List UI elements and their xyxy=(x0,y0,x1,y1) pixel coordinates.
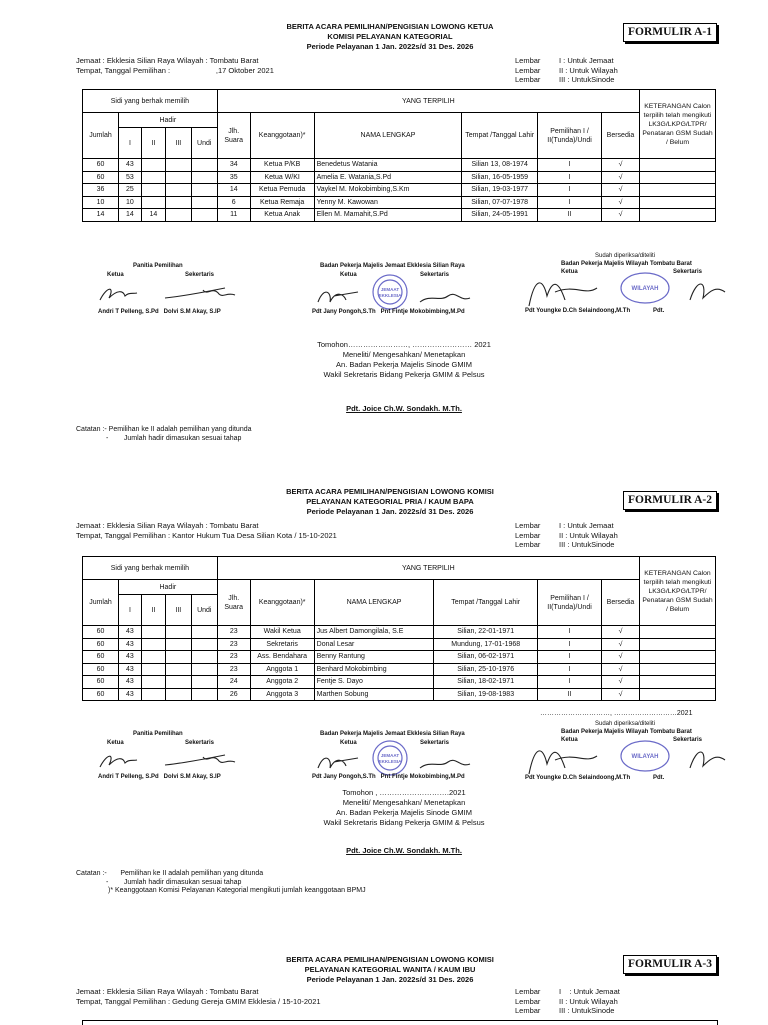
table-row xyxy=(83,638,716,651)
table-cell: √ xyxy=(602,626,640,639)
form-a2-right-date: …………………………, ………………………2021 xyxy=(540,710,693,717)
table-cell: Vaykel M. Mokobimbing,S.Km xyxy=(314,184,462,197)
form-a2-period: Periode Pelayanan 1 Jan. 2022s/d 31 Des. 2026 xyxy=(306,507,474,516)
form-a1-meta xyxy=(76,56,274,75)
table-cell: Ass. Bendahara xyxy=(250,651,314,664)
table-cell: I xyxy=(538,159,602,172)
form-a2-tomohon-date: Tomohon , ……………………….2021 xyxy=(342,788,466,797)
header-pemilihan: Pemilihan I / II(Tunda)/Undi xyxy=(538,580,602,626)
table-cell: √ xyxy=(602,651,640,664)
table-cell: Silian, 18-02-1971 xyxy=(434,676,538,689)
table-cell: 26 xyxy=(217,688,250,701)
lembar-value: I : Untuk Jemaat xyxy=(559,56,614,65)
table-cell: Silian, 25-10-1976 xyxy=(434,663,538,676)
panitia-sekretaris-label: Sekertaris xyxy=(185,272,215,278)
table-cell xyxy=(165,171,191,184)
table-cell xyxy=(141,184,165,197)
table-cell xyxy=(141,688,165,701)
table-cell xyxy=(639,663,715,676)
header-sidi: Sidi yang berhak memilih xyxy=(83,90,218,113)
header-ii: II xyxy=(141,128,165,159)
bpmw-ketua-label: Ketua xyxy=(561,269,578,275)
table-cell: 43 xyxy=(118,159,141,172)
table-cell xyxy=(639,159,715,172)
table-cell xyxy=(191,651,217,664)
bpmw-sekretaris-label: Sekertaris xyxy=(673,269,703,275)
form-a2-meta xyxy=(76,521,337,540)
table-cell xyxy=(191,171,217,184)
panitia-names: Andri T Pelleng, S.Pd Dolvi S.M Akay, S.IP xyxy=(98,774,221,780)
table-row xyxy=(83,196,716,209)
header-yang-terpilih: YANG TERPILIH xyxy=(217,557,639,580)
table-cell: II xyxy=(538,209,602,222)
header-keanggotaan: Keanggotaan)* xyxy=(250,580,314,626)
table-cell: √ xyxy=(602,663,640,676)
table-cell: Wakil Ketua xyxy=(250,626,314,639)
lembar-value: I : Untuk Jemaat xyxy=(559,987,620,996)
lembar-label: Lembar xyxy=(515,540,541,549)
table-cell: √ xyxy=(602,209,640,222)
header-jlh-suara: Jlh. Suara xyxy=(217,113,250,159)
form-a1-notes xyxy=(76,426,252,443)
header-ii: II xyxy=(141,595,165,626)
table-cell: Donal Lesar xyxy=(314,638,434,651)
table-cell: Amelia E. Watania,S.Pd xyxy=(314,171,462,184)
form-a1-title: BERITA ACARA PEMILIHAN/PENGISIAN LOWONG KETUA xyxy=(286,22,494,31)
sinode-line1: Meneliti/ Mengesahkan/ Menetapkan xyxy=(342,350,466,359)
bpmj-ketua-label: Ketua xyxy=(340,740,357,746)
table-cell xyxy=(639,676,715,689)
form-a1-table xyxy=(82,89,716,222)
table-cell: 60 xyxy=(83,676,119,689)
table-row xyxy=(83,651,716,664)
form-a2-sinode-block xyxy=(234,788,574,856)
header-nama: NAMA LENGKAP xyxy=(314,580,434,626)
table-cell xyxy=(639,638,715,651)
table-cell xyxy=(191,159,217,172)
table-cell: Anggota 1 xyxy=(250,663,314,676)
table-cell xyxy=(639,626,715,639)
table-cell: 43 xyxy=(118,688,141,701)
table-row xyxy=(83,159,716,172)
form-a2-badge: FORMULIR A-2 xyxy=(623,491,717,510)
panitia-names: Andri T Pelleng, S.Pd Dolvi S.M Akay, S.IP xyxy=(98,309,221,315)
form-a2-subtitle: PELAYANAN KATEGORIAL PRIA / KAUM BAPA xyxy=(306,497,474,506)
form-a2-header xyxy=(250,487,530,517)
lembar-label: Lembar xyxy=(515,1006,541,1015)
table-cell: Benhard Mokobimbing xyxy=(314,663,434,676)
form-a3-title: BERITA ACARA PEMILIHAN/PENGISIAN LOWONG KOMISI xyxy=(286,955,494,964)
table-cell: Jus Albert Damongilala, S.E xyxy=(314,626,434,639)
table-cell: 43 xyxy=(118,676,141,689)
header-undi: Undi xyxy=(191,595,217,626)
table-cell xyxy=(165,626,191,639)
bpmw-pdt: Pdt. xyxy=(653,308,665,314)
form-a3-badge: FORMULIR A-3 xyxy=(623,955,717,974)
lembar-value: II : Untuk Wilayah xyxy=(559,65,618,75)
table-cell: I xyxy=(538,626,602,639)
note-line: )* Keanggotaan Komisi Pelayanan Kategorial mengikuti jumlah keanggotaan BPMJ xyxy=(108,887,366,894)
note-line: - Jumlah hadir dimasukan sesuai tahap xyxy=(106,434,242,442)
table-cell xyxy=(141,638,165,651)
table-row xyxy=(83,676,716,689)
form-a1-bpmw-signatures xyxy=(525,252,745,320)
header-iii: III xyxy=(165,595,191,626)
sinode-name: Pdt. Joice Ch.W. Sondakh. M.Th. xyxy=(346,846,462,855)
table-cell: I xyxy=(538,171,602,184)
table-cell: 14 xyxy=(217,184,250,197)
form-a2-bpmj-signatures xyxy=(310,730,510,790)
table-row xyxy=(83,184,716,197)
form-a2-lembar xyxy=(515,521,618,550)
svg-text:EKKLESIA: EKKLESIA xyxy=(378,759,402,764)
bpmw-signature-stamp xyxy=(525,266,745,310)
panitia-signature-image xyxy=(95,747,255,773)
table-cell: 25 xyxy=(118,184,141,197)
header-i: I xyxy=(118,128,141,159)
svg-text:WILAYAH: WILAYAH xyxy=(631,286,659,292)
table-cell xyxy=(191,209,217,222)
bpmw-sekretaris-label: Sekertaris xyxy=(673,737,703,743)
table-row xyxy=(83,171,716,184)
table-cell xyxy=(165,638,191,651)
table-cell: 60 xyxy=(83,688,119,701)
form-a2-panitia-signatures xyxy=(85,730,285,790)
table-cell xyxy=(165,159,191,172)
header-hadir: Hadir xyxy=(118,580,217,595)
lembar-label: Lembar xyxy=(515,521,541,530)
table-cell: Sekretaris xyxy=(250,638,314,651)
table-cell: I xyxy=(538,184,602,197)
sinode-line2: An. Badan Pekerja Majelis Sinode GMIM xyxy=(336,360,472,369)
lembar-label: Lembar xyxy=(515,530,541,540)
table-cell xyxy=(165,209,191,222)
table-cell: I xyxy=(538,676,602,689)
form-a1-period: Periode Pelayanan 1 Jan. 2022s/d 31 Des. 2026 xyxy=(306,42,474,51)
header-sidi: Sidi yang berhak memilih xyxy=(83,557,218,580)
table-cell: 35 xyxy=(217,171,250,184)
sinode-line1: Meneliti/ Mengesahkan/ Menetapkan xyxy=(342,798,466,807)
table-cell: 23 xyxy=(217,638,250,651)
table-cell: Benedetus Watania xyxy=(314,159,462,172)
header-yang-terpilih: YANG TERPILIH xyxy=(217,90,639,113)
lembar-value: II : Untuk Wilayah xyxy=(559,530,618,540)
table-cell xyxy=(141,171,165,184)
table-cell: Anggota 2 xyxy=(250,676,314,689)
table-cell: Ketua P/KB xyxy=(250,159,314,172)
header-jumlah: Jumlah xyxy=(83,580,119,626)
table-cell: Ketua Remaja xyxy=(250,196,314,209)
form-a2-jemaat: Jemaat : Ekklesia Silian Raya Wilayah : Tombatu Barat xyxy=(76,521,259,530)
table-cell: 10 xyxy=(83,196,119,209)
table-cell: I xyxy=(538,651,602,664)
svg-text:JEMAAT: JEMAAT xyxy=(380,287,400,292)
bpmw-pdt: Pdt. xyxy=(653,775,665,781)
bpmj-ketua-label: Ketua xyxy=(340,272,357,278)
header-pemilihan: Pemilihan I / II(Tunda)/Undi xyxy=(538,113,602,159)
form-a1-tempat: Tempat, Tanggal Pemilihan : ,17 Oktober 2021 xyxy=(76,65,274,75)
form-a1-sinode-block xyxy=(234,340,574,414)
table-cell: √ xyxy=(602,171,640,184)
bpmj-sekretaris-label: Sekertaris xyxy=(420,740,450,746)
form-a1-panitia-signatures xyxy=(85,262,285,322)
table-cell: √ xyxy=(602,688,640,701)
form-a3-meta xyxy=(76,987,321,1006)
table-cell xyxy=(191,676,217,689)
bpmj-names: Pdt Jany Pongoh,S.Th Pnt Fintje Mokobimbing,M.Pd xyxy=(312,774,465,780)
bpmw-label: Badan Pekerja Majelis Wilayah Tombatu Barat xyxy=(561,729,692,735)
table-cell: Silian, 19-03-1977 xyxy=(462,184,538,197)
table-cell: II xyxy=(538,688,602,701)
table-cell: Fentje S. Dayo xyxy=(314,676,434,689)
form-a1-jemaat: Jemaat : Ekklesia Silian Raya Wilayah : Tombatu Barat xyxy=(76,56,259,65)
table-cell: √ xyxy=(602,196,640,209)
header-i: I xyxy=(118,595,141,626)
table-cell: Silian, 16-05-1959 xyxy=(462,171,538,184)
form-a1-lembar xyxy=(515,56,618,85)
form-a3-header xyxy=(250,955,530,985)
table-cell: 34 xyxy=(217,159,250,172)
form-a3-lembar xyxy=(515,987,620,1016)
form-a3-table-top xyxy=(82,1020,718,1025)
bpmj-signature-stamp xyxy=(310,272,490,310)
table-cell: Ketua W/KI xyxy=(250,171,314,184)
table-cell: 11 xyxy=(217,209,250,222)
bpmw-label: Badan Pekerja Majelis Wilayah Tombatu Barat xyxy=(561,261,692,267)
header-jlh-suara: Jlh. Suara xyxy=(217,580,250,626)
header-bersedia: Bersedia xyxy=(602,580,640,626)
table-cell xyxy=(141,651,165,664)
sinode-line3: Wakil Sekretaris Bidang Pekerja GMIM & Pelsus xyxy=(323,370,485,379)
form-a3-period: Periode Pelayanan 1 Jan. 2022s/d 31 Des. 2026 xyxy=(306,975,474,984)
form-a2-tempat: Tempat, Tanggal Pemilihan : Kantor Hukum Tua Desa Silian Kota / 15-10-2021 xyxy=(76,530,337,540)
panitia-ketua-label: Ketua xyxy=(107,740,124,746)
bpmj-sekretaris-label: Sekertaris xyxy=(420,272,450,278)
table-cell: 43 xyxy=(118,638,141,651)
table-cell: Silian, 07-07-1978 xyxy=(462,196,538,209)
table-cell: 60 xyxy=(83,638,119,651)
table-cell xyxy=(639,688,715,701)
form-a1-bpmj-signatures xyxy=(310,262,510,322)
table-cell: 23 xyxy=(217,663,250,676)
table-cell xyxy=(191,626,217,639)
table-row xyxy=(83,663,716,676)
table-cell: 14 xyxy=(141,209,165,222)
table-cell: 43 xyxy=(118,651,141,664)
table-cell xyxy=(165,688,191,701)
table-cell: √ xyxy=(602,159,640,172)
lembar-value: II : Untuk Wilayah xyxy=(559,996,618,1006)
panitia-label: Panitia Pemilihan xyxy=(133,263,183,269)
table-cell xyxy=(141,663,165,676)
table-cell: √ xyxy=(602,638,640,651)
lembar-value: III : UntukSinode xyxy=(559,540,615,549)
table-cell xyxy=(165,651,191,664)
bpmw-signature-stamp xyxy=(525,734,745,778)
header-keterangan: KETERANGAN Calon terpilih telah mengikuti LK3G/LKPG/LTPR/ Penataran GSM Sudah / Belum xyxy=(639,90,715,159)
table-cell: √ xyxy=(602,676,640,689)
lembar-value: III : UntukSinode xyxy=(559,75,615,84)
table-cell xyxy=(141,196,165,209)
table-cell: Anggota 3 xyxy=(250,688,314,701)
table-cell xyxy=(165,663,191,676)
bpmw-names: Pdt Youngke D.Ch Selaindoong,M.Th xyxy=(525,308,631,314)
header-iii: III xyxy=(165,128,191,159)
table-cell: √ xyxy=(602,184,640,197)
table-cell: 10 xyxy=(118,196,141,209)
lembar-label: Lembar xyxy=(515,996,541,1006)
panitia-sekretaris-label: Sekertaris xyxy=(185,740,215,746)
table-cell: 24 xyxy=(217,676,250,689)
form-a2-rows xyxy=(83,626,716,701)
table-cell: Silian, 24-05-1991 xyxy=(462,209,538,222)
table-cell: I xyxy=(538,638,602,651)
lembar-label: Lembar xyxy=(515,75,541,84)
table-cell: I xyxy=(538,663,602,676)
table-cell xyxy=(191,196,217,209)
table-cell xyxy=(191,184,217,197)
lembar-label: Lembar xyxy=(515,987,541,996)
table-cell: 14 xyxy=(118,209,141,222)
lembar-value: III : UntukSinode xyxy=(559,1006,615,1015)
table-cell: 43 xyxy=(118,626,141,639)
table-cell: 43 xyxy=(118,663,141,676)
table-row xyxy=(83,626,716,639)
table-cell xyxy=(165,184,191,197)
header-jumlah: Jumlah xyxy=(83,113,119,159)
diperiksa-label: Sudah diperiksa/diteliti xyxy=(595,253,656,259)
table-cell: 53 xyxy=(118,171,141,184)
form-a1-badge: FORMULIR A-1 xyxy=(623,23,717,42)
form-a2-title: BERITA ACARA PEMILIHAN/PENGISIAN LOWONG KOMISI xyxy=(286,487,494,496)
header-keterangan: KETERANGAN Calon terpilih telah mengikuti LK3G/LKPG/LTPR/ Penataran GSM Sudah / Belum xyxy=(639,557,715,626)
table-cell: Silian 13, 08-1974 xyxy=(462,159,538,172)
panitia-ketua-label: Ketua xyxy=(107,272,124,278)
header-hadir: Hadir xyxy=(118,113,217,128)
sinode-line3: Wakil Sekretaris Bidang Pekerja GMIM & Pelsus xyxy=(323,818,485,827)
sinode-name: Pdt. Joice Ch.W. Sondakh. M.Th. xyxy=(346,404,462,413)
header-tempat-tanggal: Tempat /Tanggal Lahir xyxy=(434,580,538,626)
bpmj-signature-stamp xyxy=(310,738,490,776)
header-bersedia: Bersedia xyxy=(602,113,640,159)
form-a1-rows xyxy=(83,159,716,222)
table-cell: 60 xyxy=(83,171,119,184)
header-tempat-tanggal: Tempat /Tanggal Lahir xyxy=(462,113,538,159)
form-a2-notes xyxy=(76,870,366,896)
lembar-label: Lembar xyxy=(515,56,541,65)
table-cell xyxy=(639,209,715,222)
table-cell: 60 xyxy=(83,651,119,664)
table-cell: Silian, 06-02-1971 xyxy=(434,651,538,664)
table-row xyxy=(83,688,716,701)
svg-text:JEMAAT: JEMAAT xyxy=(380,753,400,758)
table-cell xyxy=(639,651,715,664)
form-a3-jemaat: Jemaat : Ekklesia Silian Raya Wilayah : Tombatu Barat xyxy=(76,987,259,996)
table-row xyxy=(83,209,716,222)
table-cell: 60 xyxy=(83,626,119,639)
note-line: Catatan :- Pemilihan ke II adalah pemilihan yang ditunda xyxy=(76,426,252,433)
lembar-value: I : Untuk Jemaat xyxy=(559,521,614,530)
bpmj-label: Badan Pekerja Majelis Jemaat Ekklesia Silian Raya xyxy=(320,731,465,737)
panitia-signature-image xyxy=(95,280,255,306)
table-cell: 6 xyxy=(217,196,250,209)
bpmj-names: Pdt Jany Pongoh,S.Th Pnt Fintje Mokobimbing,M.Pd xyxy=(312,309,465,315)
table-cell: 60 xyxy=(83,663,119,676)
table-cell xyxy=(165,196,191,209)
table-cell xyxy=(141,626,165,639)
table-cell xyxy=(639,196,715,209)
bpmj-label: Badan Pekerja Majelis Jemaat Ekklesia Silian Raya xyxy=(320,263,465,269)
table-cell: Yenny M. Kawowan xyxy=(314,196,462,209)
table-cell xyxy=(191,663,217,676)
table-cell xyxy=(639,171,715,184)
table-cell xyxy=(639,184,715,197)
table-cell xyxy=(141,159,165,172)
table-cell xyxy=(191,638,217,651)
svg-text:WILAYAH: WILAYAH xyxy=(631,754,659,760)
diperiksa-label: Sudah diperiksa/diteliti xyxy=(595,721,656,727)
bpmw-names: Pdt Youngke D.Ch Selaindoong,M.Th xyxy=(525,775,631,781)
table-cell: Ketua Anak xyxy=(250,209,314,222)
note-line: - Jumlah hadir dimasukan sesuai tahap xyxy=(106,878,242,886)
form-a2-bpmw-signatures xyxy=(525,720,745,788)
table-cell: Silian, 19-08-1983 xyxy=(434,688,538,701)
table-cell: 14 xyxy=(83,209,119,222)
table-cell: 23 xyxy=(217,626,250,639)
form-a1-tomohon-date: Tomohon……………………, …………………… 2021 xyxy=(317,340,491,349)
form-a3-subtitle: PELAYANAN KATEGORIAL WANITA / KAUM IBU xyxy=(304,965,476,974)
table-cell xyxy=(141,676,165,689)
header-undi: Undi xyxy=(191,128,217,159)
table-cell: Mundung, 17-01-1968 xyxy=(434,638,538,651)
table-cell: 36 xyxy=(83,184,119,197)
table-cell: Silian, 22-01-1971 xyxy=(434,626,538,639)
table-cell: 23 xyxy=(217,651,250,664)
table-cell: I xyxy=(538,196,602,209)
form-a3-tempat: Tempat, Tanggal Pemilihan : Gedung Gereja GMIM Ekklesia / 15-10-2021 xyxy=(76,996,321,1006)
table-cell: 60 xyxy=(83,159,119,172)
table-cell: Marthen Sobung xyxy=(314,688,434,701)
form-a1-subtitle: KOMISI PELAYANAN KATEGORIAL xyxy=(327,32,453,41)
header-nama: NAMA LENGKAP xyxy=(314,113,462,159)
table-cell: Benny Rantung xyxy=(314,651,434,664)
note-line: Catatan :- Pemilihan ke II adalah pemilihan yang ditunda xyxy=(76,870,264,877)
bpmw-ketua-label: Ketua xyxy=(561,737,578,743)
form-a1-header xyxy=(250,22,530,52)
table-cell: Ellen M. Mamahit,S.Pd xyxy=(314,209,462,222)
svg-text:EKKLESIA: EKKLESIA xyxy=(378,293,402,298)
table-cell xyxy=(191,688,217,701)
sinode-line2: An. Badan Pekerja Majelis Sinode GMIM xyxy=(336,808,472,817)
table-cell xyxy=(165,676,191,689)
lembar-label: Lembar xyxy=(515,65,541,75)
panitia-label: Panitia Pemilihan xyxy=(133,731,183,737)
table-cell: Ketua Pemuda xyxy=(250,184,314,197)
form-a2-table xyxy=(82,556,716,701)
header-keanggotaan: Keanggotaan)* xyxy=(250,113,314,159)
